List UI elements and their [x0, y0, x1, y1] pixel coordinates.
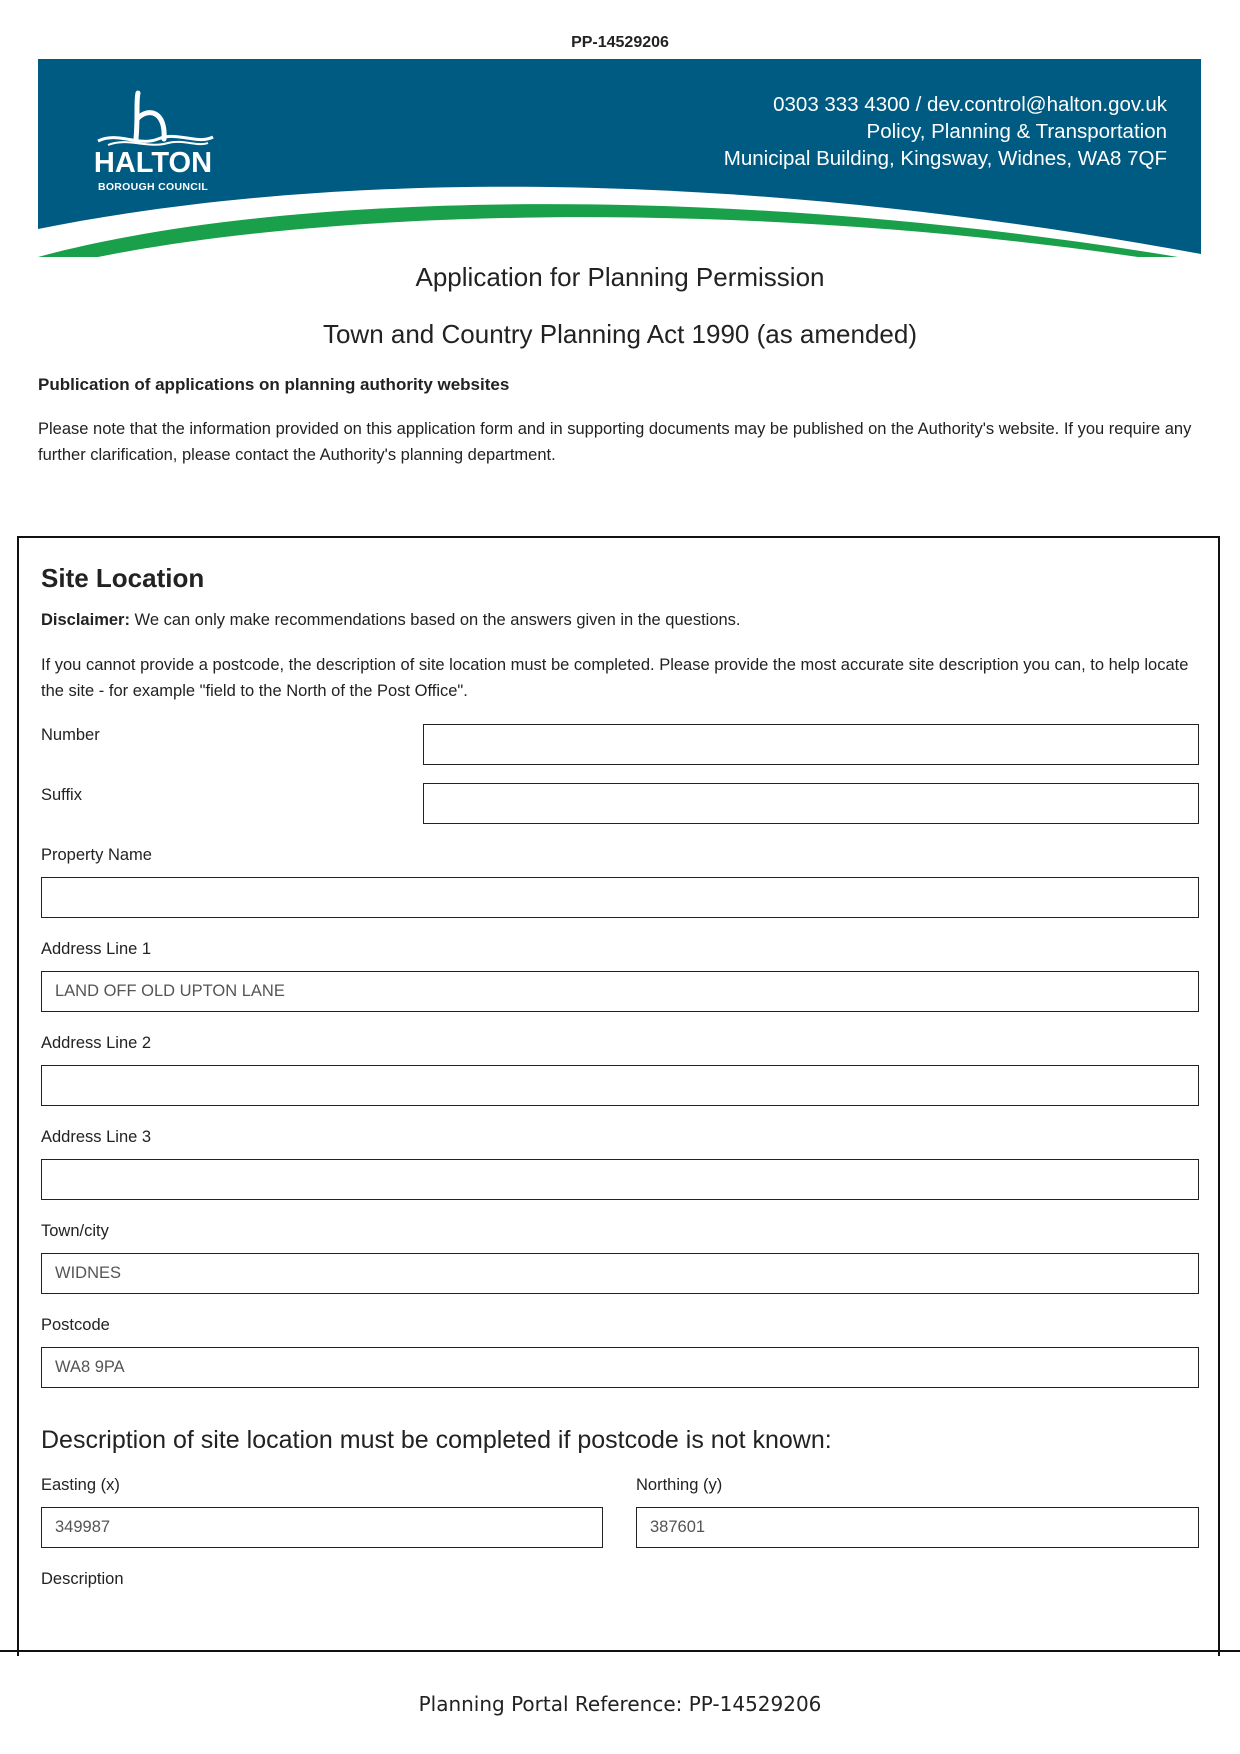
- disclaimer-text: We can only make recommendations based on the answers given in the questions.: [129, 611, 741, 629]
- town-city-label: Town/city: [41, 1222, 109, 1240]
- northing-field[interactable]: 387601: [636, 1507, 1199, 1548]
- northing-label: Northing (y): [636, 1476, 723, 1494]
- footer-divider: [0, 1650, 1240, 1652]
- postcode-field[interactable]: WA8 9PA: [41, 1347, 1199, 1388]
- number-field[interactable]: [423, 724, 1199, 765]
- town-city-field[interactable]: WIDNES: [41, 1253, 1199, 1294]
- property-name-label: Property Name: [41, 846, 152, 864]
- description-label: Description: [41, 1570, 124, 1588]
- easting-field[interactable]: 349987: [41, 1507, 603, 1548]
- number-label: Number: [41, 726, 100, 744]
- halton-logo: [88, 87, 218, 197]
- form-title: Application for Planning Permission: [415, 262, 825, 292]
- postcode-note: If you cannot provide a postcode, the description of site location must be completed. Please provide the most accurate site description you can, to help locate the site - for example "field to the North of the Post Office".: [41, 656, 1189, 700]
- document-reference: PP-14529206: [571, 34, 669, 51]
- logo-subtitle: BOROUGH COUNCIL: [97, 181, 209, 193]
- address-line-2-field[interactable]: [41, 1065, 1199, 1106]
- address-line-3-field[interactable]: [41, 1159, 1199, 1200]
- footer-reference: Planning Portal Reference: PP-14529206: [418, 1692, 822, 1716]
- logo-wordmark: HALTON: [93, 147, 213, 179]
- address-line-1-field[interactable]: LAND OFF OLD UPTON LANE: [41, 971, 1199, 1012]
- address-line-3-label: Address Line 3: [41, 1128, 152, 1146]
- logo-mark-icon: [88, 87, 218, 147]
- form-act: Town and Country Planning Act 1990 (as amended): [322, 319, 918, 349]
- contact-address: Municipal Building, Kingsway, Widnes, WA8 7QF: [723, 147, 1167, 170]
- disclaimer: [41, 611, 741, 630]
- contact-details: [724, 91, 1167, 172]
- address-line-1-label: Address Line 1: [41, 940, 152, 958]
- easting-label: Easting (x): [41, 1476, 120, 1494]
- suffix-field[interactable]: [423, 783, 1199, 824]
- contact-phone-email: 0303 333 4300 / dev.control@halton.gov.uk: [773, 93, 1167, 116]
- publication-text: Please note that the information provided on this application form and in supporting documents may be published on the Authority's website. If you require any further clarification, please contact the Authority's planning department.: [38, 420, 1192, 464]
- publication-heading: Publication of applications on planning authority websites: [38, 375, 510, 394]
- council-banner: [38, 59, 1201, 257]
- disclaimer-label: Disclaimer:: [41, 611, 130, 629]
- section-title: Site Location: [41, 563, 205, 593]
- property-name-field[interactable]: [41, 877, 1199, 918]
- contact-department: Policy, Planning & Transportation: [866, 120, 1167, 143]
- description-heading: Description of site location must be completed if postcode is not known:: [41, 1426, 832, 1454]
- address-line-2-label: Address Line 2: [41, 1034, 152, 1052]
- postcode-label: Postcode: [41, 1316, 110, 1334]
- suffix-label: Suffix: [41, 786, 82, 804]
